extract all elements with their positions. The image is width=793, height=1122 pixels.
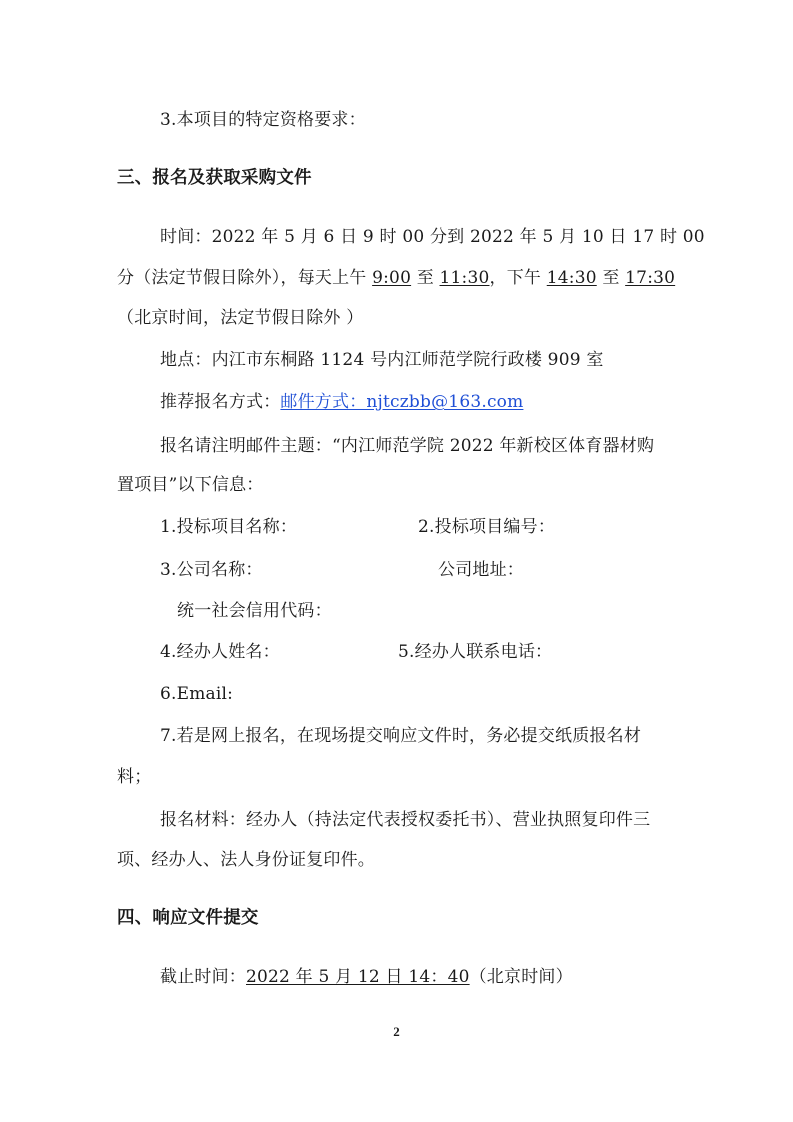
- time-prefix: 分（法定节假日除外），每天上午: [117, 268, 373, 288]
- materials-line1: 报名材料：经办人（持法定代表授权委托书）、营业执照复印件三: [160, 810, 651, 830]
- email-subject-line1: 报名请注明邮件主题：“内江师范学院 2022 年新校区体育器材购: [160, 436, 655, 456]
- section-heading-submission: 四、响应文件提交: [117, 908, 259, 928]
- method-label: 推荐报名方式：: [160, 392, 281, 412]
- field-note-line1: 7.若是网上报名，在现场提交响应文件时，务必提交纸质报名材: [160, 726, 642, 746]
- section-heading-registration: 三、报名及获取采购文件: [117, 168, 312, 188]
- time-mid: ，下午: [489, 268, 547, 288]
- registration-time-line3: （北京时间，法定节假日除外 ）: [117, 308, 364, 328]
- deadline-label: 截止时间：: [160, 967, 246, 987]
- page-number: 2: [393, 1024, 400, 1039]
- registration-time-line2: [117, 266, 675, 290]
- time-to: 至: [596, 268, 626, 288]
- field-note-line2: 料；: [117, 767, 152, 787]
- materials-line2: 项、经办人、法人身份证复印件。: [117, 850, 375, 870]
- qualification-item-3: 3.本项目的特定资格要求：: [160, 110, 366, 130]
- pm-start-time: 14:30: [546, 268, 597, 288]
- field-company-name: 3.公司名称：: [160, 560, 263, 580]
- registration-method: [160, 390, 523, 414]
- field-agent-name: 4.经办人姓名：: [160, 642, 280, 662]
- email-link[interactable]: 邮件方式：njtczbb@163.com: [280, 392, 524, 412]
- field-agent-phone: 5.经办人联系电话：: [398, 642, 553, 662]
- field-project-name: 1.投标项目名称：: [160, 517, 298, 537]
- deadline-suffix: （北京时间）: [469, 967, 573, 987]
- submission-deadline: [160, 965, 573, 989]
- deadline-value: 2022 年 5 月 12 日 14：40: [246, 967, 470, 987]
- am-start-time: 9:00: [372, 268, 412, 288]
- field-credit-code: 统一社会信用代码：: [177, 601, 332, 621]
- registration-location: 地点：内江市东桐路 1124 号内江师范学院行政楼 909 室: [160, 350, 604, 370]
- field-email: 6.Email:: [160, 684, 234, 704]
- field-company-address: 公司地址：: [438, 560, 524, 580]
- am-end-time: 11:30: [439, 268, 490, 288]
- registration-time-line1: 时间：2022 年 5 月 6 日 9 时 00 分到 2022 年 5 月 10 日 17 时 00: [160, 227, 705, 247]
- email-subject-line2: 置项目”以下信息：: [117, 475, 264, 495]
- field-project-number: 2.投标项目编号：: [418, 517, 556, 537]
- pm-end-time: 17:30: [625, 268, 676, 288]
- time-to: 至: [411, 268, 440, 288]
